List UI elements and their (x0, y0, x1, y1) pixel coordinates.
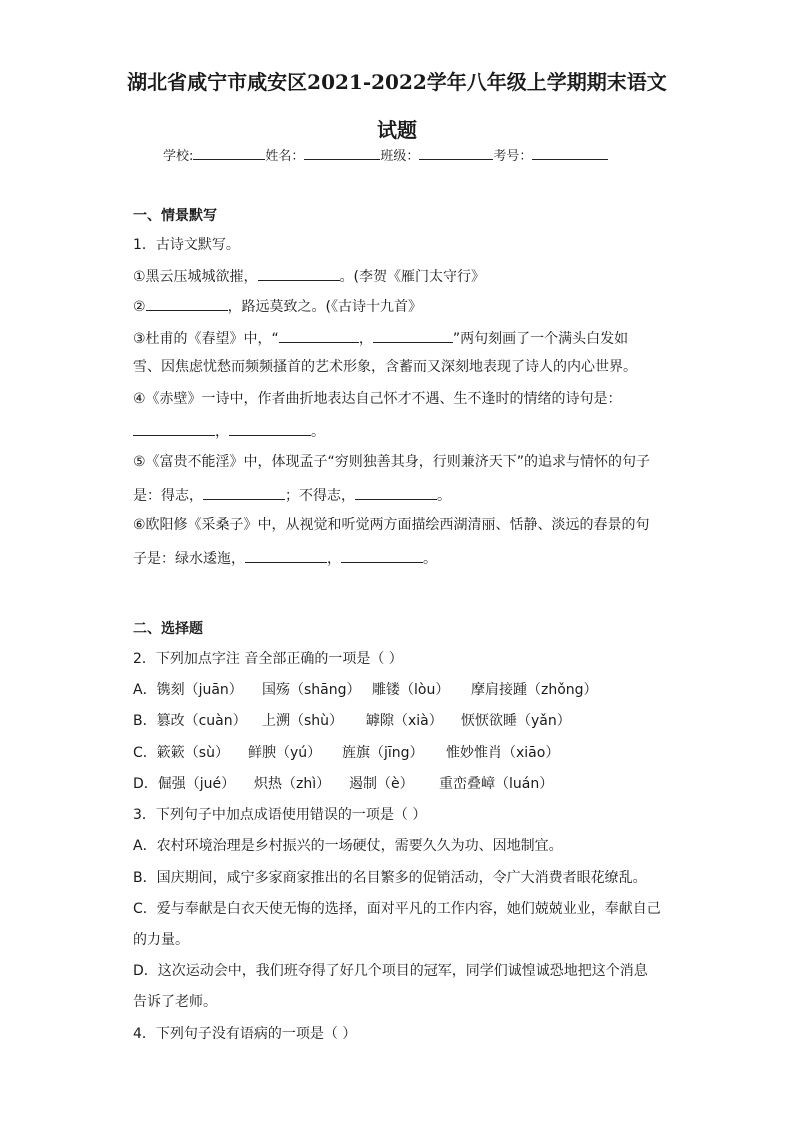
option-part: D．倔强（jué） (133, 776, 236, 792)
q1-item-2-pre: ② (133, 299, 146, 315)
option-part: 鲜腴（yú） (248, 745, 322, 761)
q1-item-6-post: 。 (423, 551, 437, 567)
option-part: B．篡改（cuàn） (133, 713, 247, 729)
option-part: 旌旗（jīng） (342, 745, 424, 761)
q1-item-6-answers (133, 548, 437, 568)
q1-item-1 (133, 266, 485, 286)
student-info-row (163, 145, 608, 164)
q1-item-2-post: ，路远莫致之。(《古诗十九首》 (227, 299, 423, 315)
q1-item-5-mid: ；不得志， (285, 488, 355, 504)
option-part: 雕镂（lòu） (372, 682, 450, 698)
class-blank[interactable] (419, 147, 493, 160)
q1-item-6-mid: ， (327, 551, 341, 567)
q1-item-5-pre: 是：得志， (133, 488, 203, 504)
q1-item-4-mid: ， (215, 424, 229, 440)
exam-no-label: 考号： (493, 149, 533, 164)
q2-option-c (133, 744, 559, 762)
option-part: 摩肩接踵（zhǒng） (471, 682, 598, 698)
q1-item-6: ⑥欧阳修《采桑子》中，从视觉和听觉两方面描绘西湖清丽、恬静、淡远的春景的句 (133, 517, 650, 533)
question-1: 1．古诗文默写。 (133, 237, 240, 253)
q3-option-d: D．这次运动会中，我们班夺得了好几个项目的冠军，同学们诚惶诚恐地把这个消息 (133, 963, 648, 979)
option-part: 惟妙惟肖（xiāo） (446, 745, 560, 761)
q2-option-d (133, 775, 553, 793)
q1-item-5-answers (133, 485, 451, 505)
q2-option-a (133, 681, 598, 699)
school-label: 学校: (163, 149, 194, 164)
answer-blank[interactable] (146, 296, 228, 311)
answer-blank[interactable] (229, 421, 311, 436)
q1-item-3-cont: 雪、因焦虑忧愁而频频搔首的艺术形象，含蓄而又深刻地表现了诗人的内心世界。 (133, 359, 637, 375)
option-part: 遏制（è） (349, 776, 414, 792)
q1-item-1-post: 。(李贺《雁门太守行》 (339, 269, 486, 285)
option-part: 国殇（shāng） (262, 682, 361, 698)
question-3: 3．下列句子中加点成语使用错误的一项是（ ） (133, 807, 427, 823)
option-part: 恹恹欲睡（yǎn） (461, 713, 571, 729)
q3-option-b: B．国庆期间，咸宁多家商家推出的名目繁多的促销活动，令广大消费者眼花缭乱。 (133, 870, 647, 886)
document-title-line1: 湖北省咸宁市咸安区2021-2022学年八年级上学期期末语文 (127, 70, 667, 94)
class-label: 班级： (380, 149, 420, 164)
q1-item-4-post: 。 (311, 424, 325, 440)
option-part: 罅隙（xià） (366, 713, 443, 729)
q1-item-1-pre: ①黑云压城城欲摧， (133, 269, 258, 285)
q1-item-5: ⑤《富贵不能淫》中，体现孟子“穷则独善其身，行则兼济天下”的追求与情怀的句子 (133, 454, 651, 470)
q1-item-2 (133, 296, 422, 316)
q3-option-c-cont: 的力量。 (133, 932, 189, 948)
option-part: 上溯（shù） (262, 713, 344, 729)
q1-item-3-post: ”两句刻画了一个满头白发如 (452, 331, 629, 347)
section2-heading: 二、选择题 (133, 621, 203, 637)
option-part: C．簌簌（sù） (133, 745, 229, 761)
question-4: 4．下列句子没有语病的一项是（ ） (133, 1026, 357, 1042)
q3-option-d-cont: 告诉了老师。 (133, 994, 217, 1010)
answer-blank[interactable] (279, 328, 359, 343)
exam-no-blank[interactable] (532, 147, 608, 160)
q3-option-c: C．爱与奉献是白衣天使无悔的选择，面对平凡的工作内容，她们兢兢业业，奉献自己 (133, 901, 661, 917)
q1-item-4: ④《赤壁》一诗中，作者曲折地表达自己怀才不遇、生不逢时的情绪的诗句是： (133, 391, 622, 407)
option-part: 重峦叠嶂（luán） (439, 776, 554, 792)
q3-option-a: A．农村环境治理是乡村振兴的一场硬仗，需要久久为功、因地制宜。 (133, 838, 563, 854)
option-part: 炽热（zhì） (254, 776, 331, 792)
question-2: 2．下列加点字注 音全部正确的一项是（ ） (133, 651, 403, 667)
answer-blank[interactable] (258, 266, 340, 281)
section1-heading: 一、情景默写 (133, 208, 217, 224)
name-label: 姓名： (265, 149, 305, 164)
answer-blank[interactable] (373, 328, 453, 343)
answer-blank[interactable] (133, 421, 215, 436)
q1-item-4-answers (133, 421, 325, 441)
answer-blank[interactable] (355, 485, 437, 500)
q1-item-6-pre: 子是：绿水逶迤， (133, 551, 245, 567)
school-blank[interactable] (193, 147, 265, 160)
answer-blank[interactable] (245, 548, 327, 563)
answer-blank[interactable] (203, 485, 285, 500)
q1-item-3 (133, 328, 628, 348)
document-title-line2: 试题 (377, 118, 417, 142)
q1-item-3-pre: ③杜甫的《春望》中，“ (133, 331, 279, 347)
name-blank[interactable] (304, 147, 380, 160)
answer-blank[interactable] (341, 548, 423, 563)
q2-option-b (133, 712, 571, 730)
q1-item-3-mid: ， (358, 331, 373, 347)
option-part: A．镌刻（juān） (133, 682, 243, 698)
q1-item-5-post: 。 (437, 488, 451, 504)
